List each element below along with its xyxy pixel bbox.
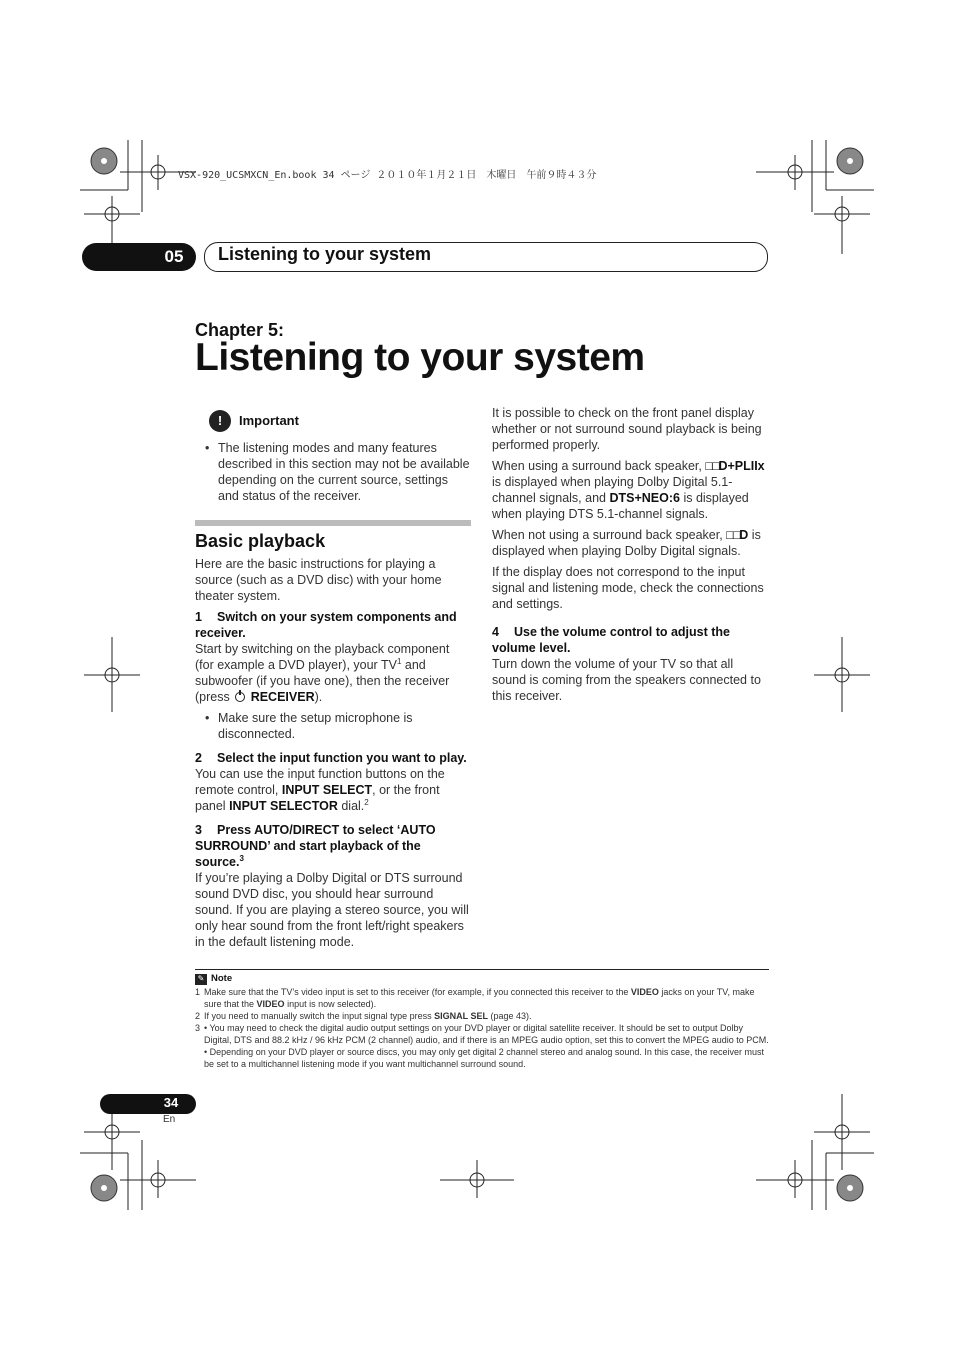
important-label: Important — [239, 413, 299, 428]
dolby-double-d-icon: □□ — [705, 459, 719, 473]
body-text: is displayed when playing Dolby Digital 5.1-channel signals, and — [492, 475, 733, 505]
page-language: En — [163, 1114, 176, 1125]
chapter-label: Chapter 5: — [195, 320, 285, 340]
step-number: 4 — [492, 625, 499, 639]
keyword: VIDEO — [630, 987, 659, 997]
step-1-title — [195, 609, 471, 641]
footnote-text: If you need to manually switch the input signal type press — [204, 1011, 435, 1021]
body-text: and subwoofer (if you have one), then the receiver (press — [195, 658, 450, 704]
keyword: DTS+NEO:6 — [609, 491, 680, 505]
footnote-number: 1 — [195, 987, 201, 997]
paragraph: It is possible to check on the front panel display whether or not surround sound playback is being performed properly. — [492, 406, 762, 452]
step-text: Use the volume control to adjust the volume level. — [492, 625, 730, 655]
step-2-title — [195, 750, 471, 766]
body-text: You can use the input function buttons on the remote control, — [195, 767, 445, 797]
step-text: Select the input function you want to play. — [217, 751, 467, 765]
footnote-text: Make sure that the TV’s video input is set to this receiver (for example, if you connected this receiver to the — [204, 987, 631, 997]
step-1-bullet: • Make sure the setup microphone is disconnected. — [195, 710, 471, 742]
chapter-title: Listening to your system — [195, 336, 645, 379]
footnote-text: input is now selected). — [284, 999, 377, 1009]
page-number: 34 — [163, 1095, 179, 1110]
footnote-2 — [195, 1010, 769, 1022]
section-intro: Here are the basic instructions for playing a source (such as a DVD disc) with your home theater system. — [195, 557, 442, 603]
body-text: Start by switching on the playback component (for example a DVD player), your TV — [195, 642, 450, 672]
keyword: VIDEO — [256, 999, 285, 1009]
pencil-note-icon: ✎ — [195, 974, 207, 985]
keyword: SIGNAL SEL — [434, 1011, 488, 1021]
step-number: 3 — [195, 823, 202, 837]
footnotes — [195, 969, 769, 1070]
note-heading — [195, 973, 769, 985]
footnote-number: 3 — [195, 1023, 201, 1033]
body-text: is displayed when playing Dolby Digital signals. — [492, 528, 761, 558]
footnote-text: (page 43). — [487, 1011, 532, 1021]
body-text: dial. — [337, 799, 365, 813]
dolby-double-d-icon: □□ — [726, 528, 740, 542]
step-4-title — [492, 624, 768, 656]
footnote-1 — [195, 986, 769, 1010]
body-text: When using a surround back speaker, — [492, 459, 706, 473]
power-icon — [235, 692, 245, 702]
important-bullet: • The listening modes and many features described in this section may not be available depending on the current source, settings and status of the receiver. — [195, 440, 471, 504]
keyword: RECEIVER — [250, 690, 315, 704]
footnote-text: • You may need to check the digital audio output settings on your DVD player or digital satellite receiver. It should be set to output Dolby Digital, DTS and 88.2 kHz / 96 kHz PCM (2 channel) audio, and if there is an MPEG audio option, set this to convert the MPEG audio to PCM. — [204, 1023, 769, 1045]
paragraph: If the display does not correspond to the input signal and listening mode, check the connections and settings. — [492, 565, 764, 611]
step-4-body: Turn down the volume of your TV so that all sound is coming from the speakers connected to this receiver. — [492, 657, 761, 703]
footnote-ref: 3 — [239, 853, 244, 863]
step-text: Switch on your system components and receiver. — [195, 610, 457, 640]
step-text: Press AUTO/DIRECT to select ‘AUTO SURROUND’ and start playback of the source. — [195, 823, 436, 869]
chapter-tab-title: Listening to your system — [218, 244, 432, 264]
footnote-number: 2 — [195, 1011, 201, 1021]
step-2-body — [195, 766, 471, 814]
footnote-ref: 1 — [396, 656, 402, 666]
step-3-title — [195, 822, 471, 870]
step-number: 2 — [195, 751, 202, 765]
keyword: D — [739, 528, 749, 542]
paragraph — [492, 458, 768, 522]
left-column — [195, 410, 471, 955]
step-3-body: If you’re playing a Dolby Digital or DTS surround sound DVD disc, you should hear surround sound. If you are playing a stereo source, you will only hear sound from the front left/right speakers in the default listening mode. — [195, 871, 469, 949]
section-heading: Basic playback — [195, 531, 326, 551]
chapter-tab-number: 05 — [164, 247, 184, 266]
note-label: Note — [211, 973, 233, 984]
body-text: is displayed when playing DTS 5.1-channel signals. — [492, 491, 749, 521]
body-text: ). — [314, 690, 323, 704]
keyword: D+PLIIx — [718, 459, 765, 473]
step-number: 1 — [195, 610, 202, 624]
footnote-text: • Depending on your DVD player or source discs, you may only get digital 2 channel stereo and analog sound. In this case, the receiver must be set to a multichannel listening mode if you want multichannel surround sound. — [204, 1047, 764, 1069]
body-text: When not using a surround back speaker, — [492, 528, 727, 542]
paragraph — [492, 527, 768, 559]
keyword: INPUT SELECTOR — [229, 799, 338, 813]
print-header: VSX-920_UCSMXCN_En.book 34 ページ ２０１０年１月２１日 木曜日 午前９時４３分 — [178, 170, 597, 181]
footnote-3 — [195, 1022, 769, 1070]
step-1-body — [195, 641, 471, 705]
body-text: , or the front panel — [195, 783, 440, 813]
important-callout — [209, 410, 471, 432]
exclamation-icon: ! — [209, 410, 231, 432]
right-column — [492, 405, 768, 709]
footnote-text: jacks on your TV, make sure that the — [204, 987, 755, 1009]
footnote-ref: 2 — [364, 797, 369, 807]
section-rule — [195, 520, 471, 526]
keyword: INPUT SELECT — [281, 783, 373, 797]
